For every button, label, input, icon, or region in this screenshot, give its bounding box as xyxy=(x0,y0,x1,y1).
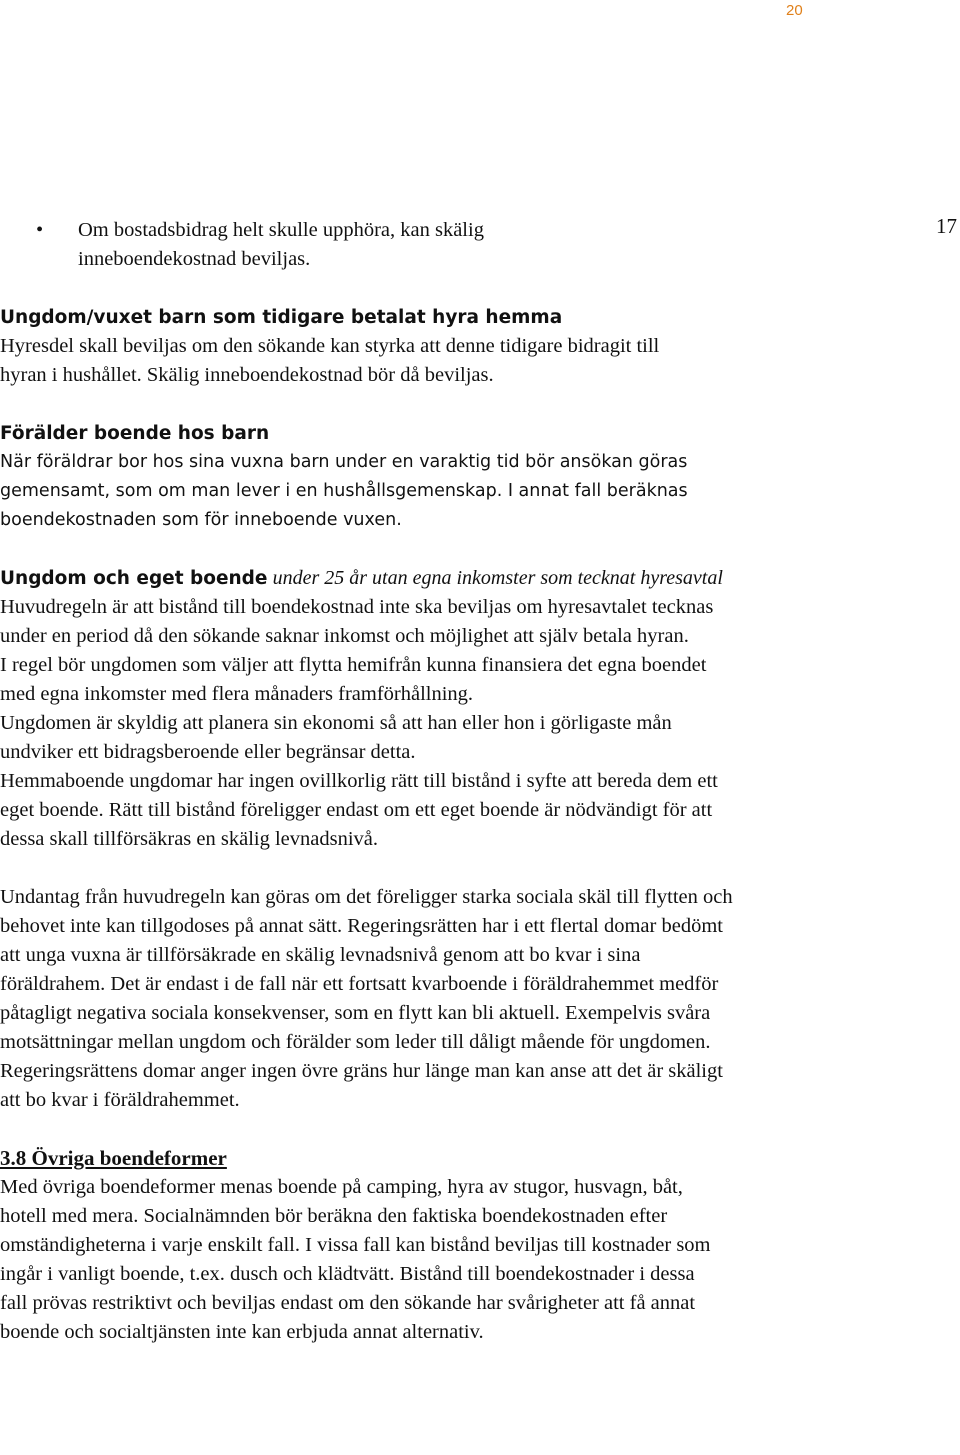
section-heading-note: under 25 år utan egna inkomster som tecknat hyresavtal xyxy=(272,567,723,589)
section-heading: Ungdom och eget boende xyxy=(0,568,268,589)
section-heading: Ungdom/vuxet barn som tidigare betalat hyra hemma xyxy=(0,307,563,328)
document-page-number: 17 xyxy=(936,214,957,238)
section-heading: 3.8 Övriga boendeformer xyxy=(0,1146,227,1170)
bullet-marker: • xyxy=(36,219,44,241)
section-youth xyxy=(0,564,735,1115)
section-parent xyxy=(0,419,735,535)
section-body: Med övriga boendeformer menas boende på camping, hyra av stugor, husvagn, båt, hotell med mera. Socialnämnden bör beräkna den faktiska boendekostnaden efter omständigheterna i varje enskilt fall. I vissa fall kan bistånd beviljas till kostnader som ingår i vanligt boende, t.ex. dusch och klädtvätt. Bistånd till boendekostnader i dessa fall prövas restriktivt och beviljas endast om den sökande har svårigheter att få annat boende och socialtjänsten inte kan erbjuda annat alternativ. xyxy=(0,1176,711,1343)
bullet-text: Om bostadsbidrag helt skulle upphöra, kan skälig inneboendekostnad beviljas. xyxy=(78,219,484,270)
paragraph: Huvudregeln är att bistånd till boendekostnad inte ska beviljas om hyresavtalet tecknas under en period då den sökande saknar inkomst och möjlighet att själv betala hyran. xyxy=(0,596,714,647)
bullet-item xyxy=(0,216,600,274)
section-heading: Förälder boende hos barn xyxy=(0,423,270,444)
paragraph: Undantag från huvudregeln kan göras om det föreligger starka sociala skäl till flytten och behovet inte kan tillgodoses på annat sätt. Regeringsrätten har i ett flertal domar bedömt att unga vuxna är tillförsäkrade en skälig levnadsnivå genom att bo kvar i sina föräldrahem. Det är endast i de fall när ett fortsatt kvarboende i föräldrahemmet medför påtagligt negativa sociala konsekvenser, som en flytt kan bli aktuell. Exempelvis svåra motsättningar mellan ungdom och förälder som leder till dåligt mående för ungdomen. Regeringsrättens domar anger ingen övre gräns hur länge man kan anse att det är skäligt att bo kvar i föräldrahemmet. xyxy=(0,886,733,1111)
document-body xyxy=(0,216,948,1347)
paragraph: Hemmaboende ungdomar har ingen ovillkorlig rätt till bistånd i syfte att bereda dem ett eget boende. Rätt till bistånd föreligger endast om ett eget boende är nödvändigt för att dessa skall tillförsäkras en skälig levnadsnivå. xyxy=(0,770,718,850)
section-body: Hyresdel skall beviljas om den sökande kan styrka att denne tidigare bidragit till hyran i hushållet. Skälig inneboendekostnad bör då beviljas. xyxy=(0,335,660,386)
section-adult-child xyxy=(0,303,700,390)
paragraph: I regel bör ungdomen som väljer att flytta hemifrån kunna finansiera det egna boendet med egna inkomster med flera månaders framförhållning. xyxy=(0,654,707,705)
pdf-page-number: 20 xyxy=(786,2,803,19)
section-body: När föräldrar bor hos sina vuxna barn under en varaktig tid bör ansökan göras gemensamt, som om man lever i en hushållsgemenskap. I annat fall beräknas boendekostnaden som för inneboende vuxen. xyxy=(0,452,688,530)
paragraph: Ungdomen är skyldig att planera sin ekonomi så att han eller hon i görligaste mån undviker ett bidragsberoende eller begränsar detta. xyxy=(0,712,672,763)
section-other-housing xyxy=(0,1144,725,1347)
